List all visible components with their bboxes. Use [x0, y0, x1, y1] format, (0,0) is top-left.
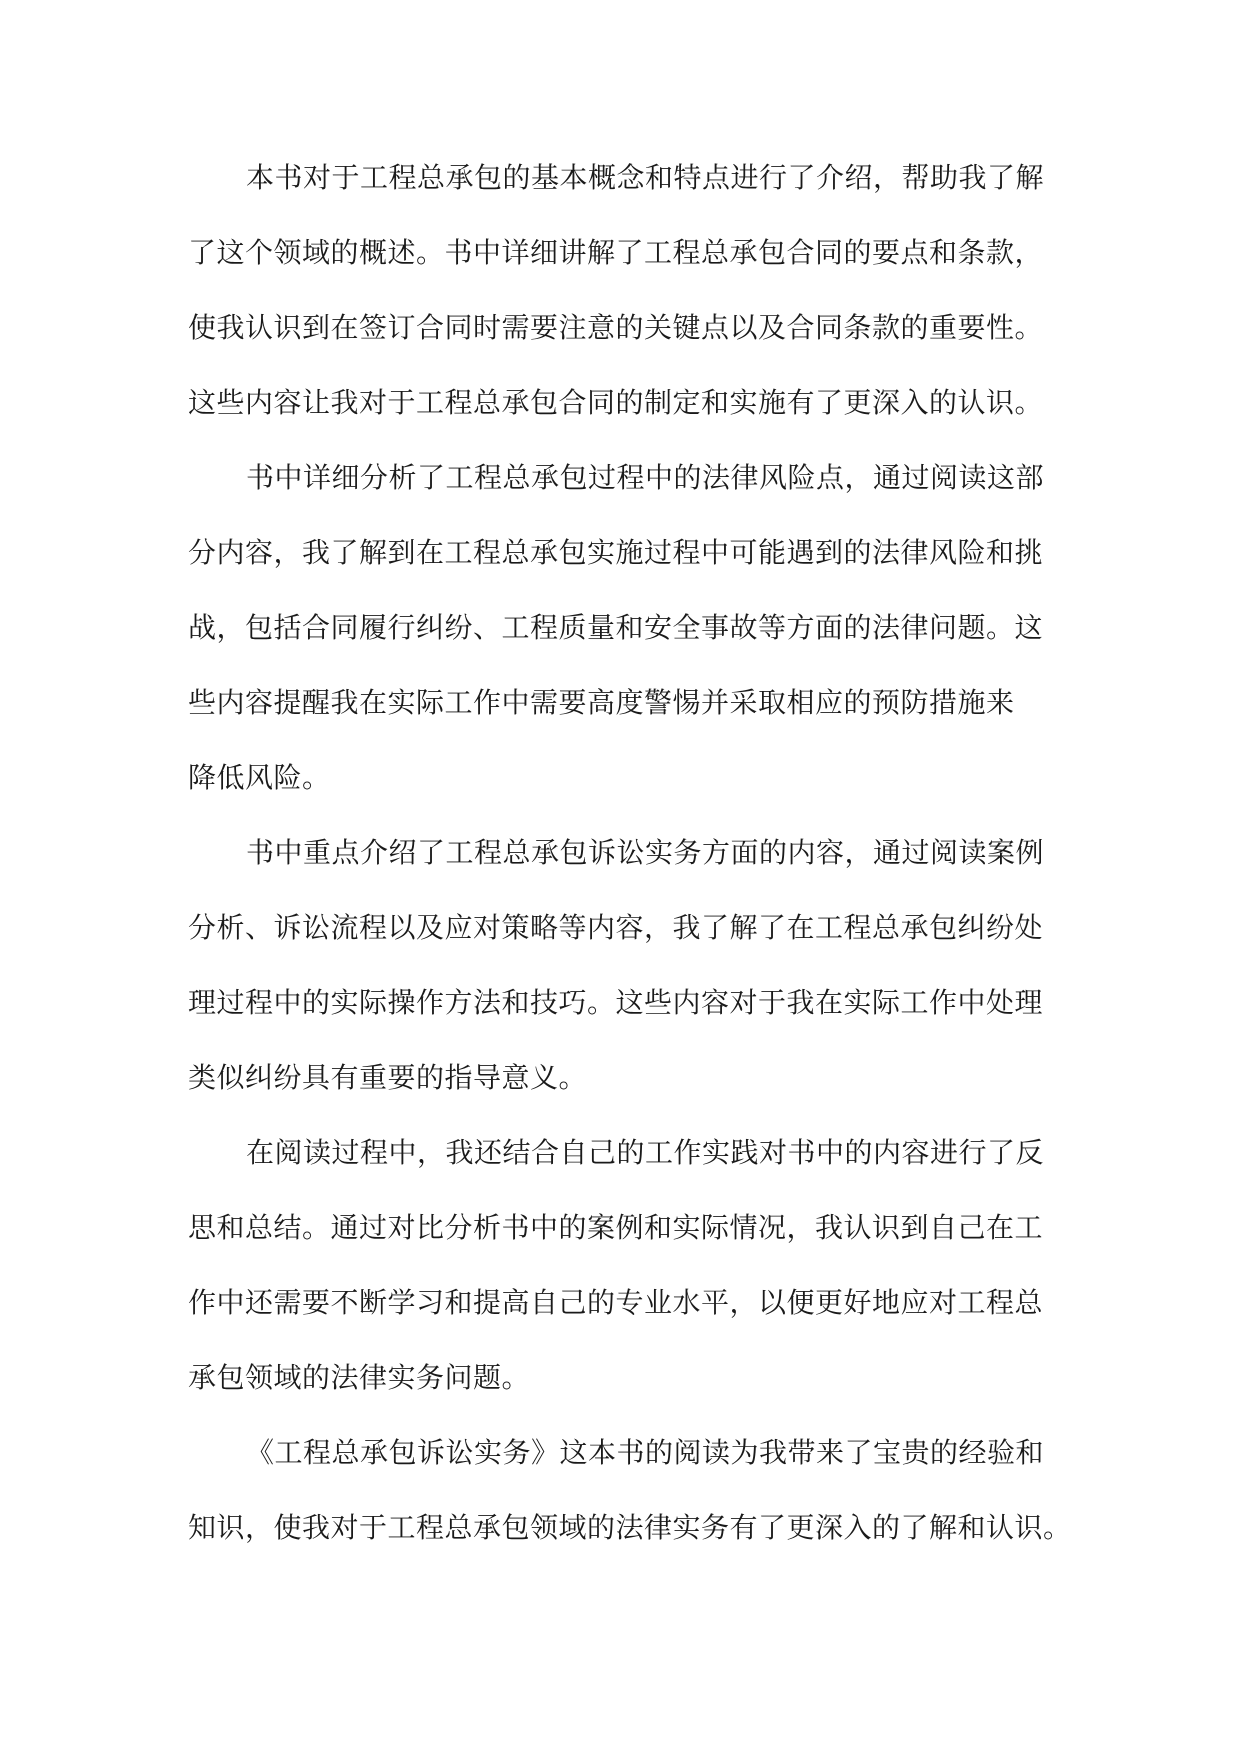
paragraph-2: [188, 440, 1068, 815]
text-line: 类似纠纷具有重要的指导意义。: [188, 1061, 588, 1094]
text-line: 在阅读过程中，我还结合自己的工作实践对书中的内容进行了反: [246, 1136, 1045, 1169]
text-line: 分内容，我了解到在工程总承包实施过程中可能遇到的法律风险和挑: [188, 536, 1044, 569]
text-line: 使我认识到在签订合同时需要注意的关键点以及合同条款的重要性。: [188, 311, 1044, 344]
paragraph-3: [188, 815, 1068, 1115]
text-line: 思和总结。通过对比分析书中的案例和实际情况，我认识到自己在工: [188, 1211, 1044, 1244]
text-line: 知识，使我对于工程总承包领域的法律实务有了更深入的了解和认识。: [188, 1511, 1072, 1544]
text-line: 作中还需要不断学习和提高自己的专业水平，以便更好地应对工程总: [188, 1286, 1044, 1319]
text-line: 些内容提醒我在实际工作中需要高度警惕并采取相应的预防措施来: [188, 686, 1015, 719]
text-line: 降低风险。: [188, 761, 331, 794]
paragraph-1: [188, 140, 1068, 440]
paragraph-5: [188, 1415, 1072, 1565]
document-body: [188, 140, 1072, 1565]
text-line: 分析、诉讼流程以及应对策略等内容，我了解了在工程总承包纠纷处: [188, 911, 1044, 944]
text-line: 承包领域的法律实务问题。: [188, 1361, 531, 1394]
text-line: 书中重点介绍了工程总承包诉讼实务方面的内容，通过阅读案例: [246, 836, 1045, 869]
text-line: 本书对于工程总承包的基本概念和特点进行了介绍，帮助我了解: [246, 161, 1045, 194]
paragraph-4: [188, 1115, 1068, 1415]
text-line: 书中详细分析了工程总承包过程中的法律风险点，通过阅读这部: [246, 461, 1045, 494]
text-line: 了这个领域的概述。书中详细讲解了工程总承包合同的要点和条款，: [188, 236, 1044, 269]
text-line: 战，包括合同履行纠纷、工程质量和安全事故等方面的法律问题。这: [188, 611, 1044, 644]
text-line: 《工程总承包诉讼实务》这本书的阅读为我带来了宝贵的经验和: [246, 1436, 1045, 1469]
text-line: 理过程中的实际操作方法和技巧。这些内容对于我在实际工作中处理: [188, 986, 1044, 1019]
text-line: 这些内容让我对于工程总承包合同的制定和实施有了更深入的认识。: [188, 386, 1044, 419]
